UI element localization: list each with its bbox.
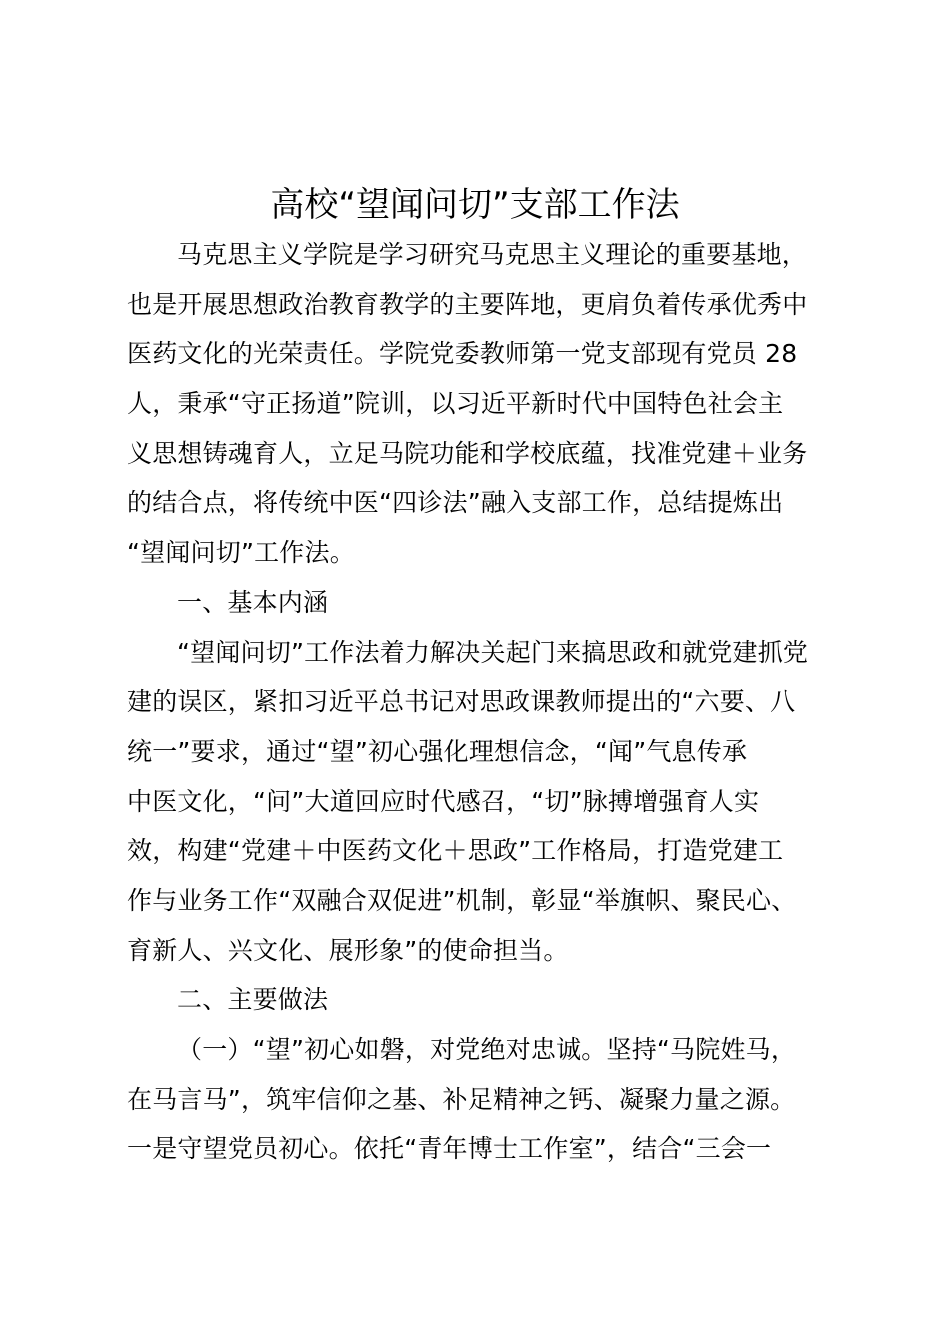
- text-line: 作与业务工作“双融合双促进”机制，彰显“举旗帜、聚民心、: [127, 885, 797, 915]
- text-line: 一是守望党员初心。依托“青年博士工作室”，结合“三会一: [127, 1134, 772, 1164]
- document-title: 高校“望闻问切”支部工作法: [270, 185, 680, 225]
- text-line: 在马言马”，筑牢信仰之基、补足精神之钙、凝聚力量之源。: [127, 1084, 796, 1114]
- text-line: 的结合点，将传统中医“四诊法”融入支部工作，总结提炼出: [127, 488, 784, 518]
- text-line: 医药文化的光荣责任。学院党委教师第一党支部现有党员 28: [127, 339, 798, 369]
- text-line: 建的误区，紧扣习近平总书记对思政课教师提出的“六要、八: [127, 687, 796, 717]
- text-line: “望闻问切”工作法。: [127, 538, 355, 568]
- text-line: （一）“望”初心如磐，对党绝对忠诚。坚持“马院姓马，: [177, 1035, 797, 1064]
- document-body: [127, 230, 857, 1174]
- text-line: 也是开展思想政治教育教学的主要阵地，更肩负着传承优秀中: [127, 289, 808, 319]
- text-line: “望闻问切”工作法着力解决关起门来搞思政和就党建抓党: [177, 637, 809, 667]
- text-line: 义思想铸魂育人，立足马院功能和学校底蕴，找准党建＋业务: [127, 438, 808, 468]
- section-heading: 二、主要做法: [177, 985, 329, 1015]
- text-line: 统一”要求，通过“望”初心强化理想信念，“闻”气息传承: [127, 736, 748, 766]
- text-line: 效，构建“党建＋中医药文化＋思政”工作格局，打造党建工: [127, 836, 784, 866]
- section-heading: 一、基本内涵: [177, 587, 329, 617]
- text-line: 育新人、兴文化、展形象”的使命担当。: [127, 935, 569, 965]
- text-line: 人，秉承“守正扬道”院训，以习近平新时代中国特色社会主: [127, 389, 784, 419]
- text-line: 中医文化，“问”大道回应时代感召，“切”脉搏增强育人实: [127, 786, 760, 816]
- text-line: 马克思主义学院是学习研究马克思主义理论的重要基地，: [177, 240, 808, 269]
